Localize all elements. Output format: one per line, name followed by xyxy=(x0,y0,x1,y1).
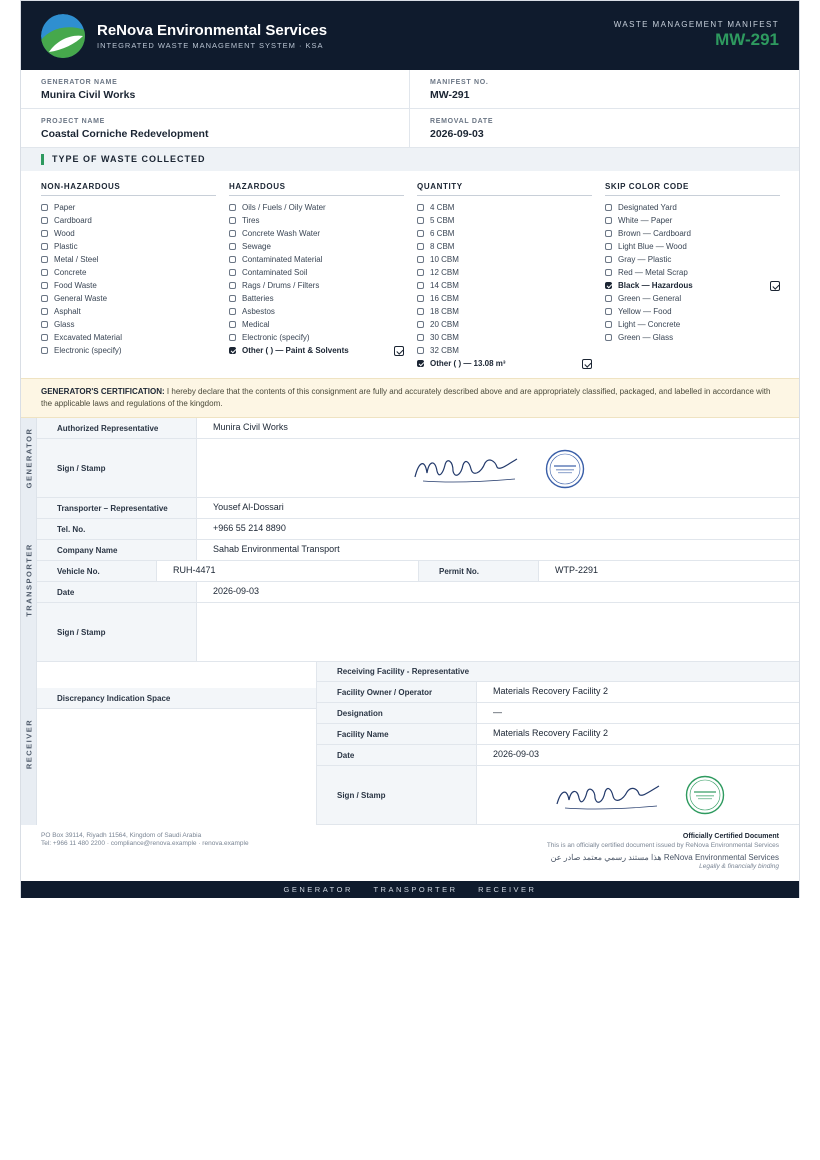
waste-option-label: Green — Glass xyxy=(618,333,674,342)
checkbox-icon[interactable] xyxy=(41,321,48,328)
checkbox-icon[interactable] xyxy=(417,256,424,263)
waste-option[interactable] xyxy=(229,279,404,292)
transporter-sign-area xyxy=(197,603,799,661)
waste-option[interactable] xyxy=(41,240,216,253)
waste-option[interactable] xyxy=(229,240,404,253)
waste-type-section-header xyxy=(21,148,799,171)
column-non-hazardous xyxy=(41,182,216,357)
checkbox-icon[interactable] xyxy=(41,308,48,315)
checkbox-icon[interactable] xyxy=(229,334,236,341)
column-heading: SKIP COLOR CODE xyxy=(605,182,780,196)
transporter-tel-row xyxy=(37,519,799,540)
generator-sign-label: Sign / Stamp xyxy=(37,439,197,497)
waste-option-label: Green — General xyxy=(618,294,682,303)
waste-option-label: Designated Yard xyxy=(618,203,677,212)
waste-option[interactable] xyxy=(417,214,592,227)
waste-option-label: Other ( ) — Paint & Solvents xyxy=(242,346,349,355)
transporter-sign-row xyxy=(37,603,799,662)
waste-option[interactable] xyxy=(41,331,216,344)
checkbox-icon[interactable] xyxy=(417,347,424,354)
designation-value: — xyxy=(493,707,502,717)
waste-option-label: Sewage xyxy=(242,242,271,251)
receiver-side-label: RECEIVER xyxy=(21,662,37,825)
transporter-company-label: Company Name xyxy=(37,540,197,560)
checkbox-icon[interactable] xyxy=(41,256,48,263)
waste-option[interactable] xyxy=(605,318,780,331)
header-bar xyxy=(21,1,799,70)
checkbox-icon[interactable] xyxy=(41,204,48,211)
company-name: ReNova Environmental Services xyxy=(97,22,328,39)
facility-name-label: Facility Name xyxy=(317,724,477,744)
checkbox-checked-icon[interactable] xyxy=(417,360,424,367)
receiving-rep-label: Receiving Facility - Representative xyxy=(317,662,799,681)
transporter-rep-label: Transporter – Representative xyxy=(37,498,197,518)
band-generator: GENERATOR xyxy=(283,885,353,894)
checkbox-icon[interactable] xyxy=(417,269,424,276)
generator-sign-row xyxy=(37,439,799,498)
waste-option-label: Medical xyxy=(242,320,270,329)
checkbox-icon[interactable] xyxy=(41,282,48,289)
band-receiver: RECEIVER xyxy=(478,885,537,894)
waste-option[interactable] xyxy=(605,292,780,305)
checkbox-icon[interactable] xyxy=(605,243,612,250)
waste-option-label: Plastic xyxy=(54,242,78,251)
facility-owner-value: Materials Recovery Facility 2 xyxy=(493,686,609,696)
checkbox-icon[interactable] xyxy=(417,243,424,250)
column-heading: NON-HAZARDOUS xyxy=(41,182,216,196)
waste-option[interactable] xyxy=(605,214,780,227)
waste-option[interactable] xyxy=(229,266,404,279)
column-skip-color xyxy=(605,182,780,344)
transporter-vehicle-row xyxy=(37,561,799,582)
waste-option-label: Cardboard xyxy=(54,216,92,225)
waste-option-label: 4 CBM xyxy=(430,203,455,212)
transporter-rep-row xyxy=(37,498,799,519)
vehicle-no-label: Vehicle No. xyxy=(37,561,157,581)
waste-option[interactable] xyxy=(417,266,592,279)
waste-option[interactable] xyxy=(41,253,216,266)
facility-owner-row xyxy=(317,682,799,703)
waste-option-label: Batteries xyxy=(242,294,274,303)
waste-option[interactable] xyxy=(605,227,780,240)
waste-option-label: Rags / Drums / Filters xyxy=(242,281,320,290)
waste-option[interactable] xyxy=(605,253,780,266)
waste-option-label: Black — Hazardous xyxy=(618,281,693,290)
waste-option-label: Light Blue — Wood xyxy=(618,242,687,251)
waste-option[interactable] xyxy=(417,357,592,370)
checkbox-icon[interactable] xyxy=(417,321,424,328)
checkbox-icon[interactable] xyxy=(417,230,424,237)
footer-cert-binding: Legally & financially binding xyxy=(699,863,779,870)
waste-option-label: Contaminated Material xyxy=(242,255,323,264)
company-tagline: INTEGRATED WASTE MANAGEMENT SYSTEM · KSA xyxy=(97,41,324,50)
waste-option[interactable] xyxy=(41,305,216,318)
waste-option-label: 20 CBM xyxy=(430,320,459,329)
waste-option[interactable] xyxy=(229,253,404,266)
waste-option-label: Other ( ) — 13.08 m³ xyxy=(430,359,506,368)
footer-cert-sub: This is an officially certified document issued by ReNova Environmental Services xyxy=(546,841,779,849)
transporter-date-label: Date xyxy=(37,582,197,602)
waste-option-label: Asphalt xyxy=(54,307,81,316)
waste-option[interactable] xyxy=(229,201,404,214)
checkbox-icon[interactable] xyxy=(41,347,48,354)
column-heading: HAZARDOUS xyxy=(229,182,404,196)
waste-option-label: 32 CBM xyxy=(430,346,459,355)
footer-address-line-2: Tel: +966 11 480 2200 · compliance@renova.example · renova.example xyxy=(41,840,249,847)
designation-row xyxy=(317,703,799,724)
checkbox-icon[interactable] xyxy=(41,334,48,341)
checkbox-icon[interactable] xyxy=(41,269,48,276)
transporter-side-label: TRANSPORTER xyxy=(21,498,37,662)
transporter-tel-value: +966 55 214 8890 xyxy=(213,523,286,533)
designation-label: Designation xyxy=(317,703,477,723)
checkbox-icon[interactable] xyxy=(417,217,424,224)
receiver-sign-label: Sign / Stamp xyxy=(317,766,477,824)
checkbox-icon[interactable] xyxy=(605,321,612,328)
checkbox-icon[interactable] xyxy=(229,308,236,315)
selected-check-icon xyxy=(770,281,780,291)
waste-option-label: Wood xyxy=(54,229,75,238)
waste-option-label: Light — Concrete xyxy=(618,320,681,329)
facility-name-row xyxy=(317,724,799,745)
waste-option[interactable] xyxy=(41,344,216,357)
footer-address-line-1: PO Box 39114, Riyadh 11564, Kingdom of Saudi Arabia xyxy=(41,832,202,839)
checkbox-icon[interactable] xyxy=(229,269,236,276)
checkbox-icon[interactable] xyxy=(229,204,236,211)
checkbox-icon[interactable] xyxy=(41,243,48,250)
certification-text: I hereby declare that the contents of this consignment are fully and accurately described above and are appropriately classified, packaged, and labelled in accordance with the applicable laws and regulations of the kingdom. xyxy=(41,387,771,408)
waste-option[interactable] xyxy=(605,279,780,292)
footer-cert-title: Officially Certified Document xyxy=(682,833,779,840)
checkbox-icon[interactable] xyxy=(41,295,48,302)
receiving-rep-row xyxy=(317,662,799,682)
transporter-company-value: Sahab Environmental Transport xyxy=(213,544,340,554)
transporter-company-row xyxy=(37,540,799,561)
waste-option[interactable] xyxy=(417,227,592,240)
waste-option[interactable] xyxy=(229,227,404,240)
checkbox-icon[interactable] xyxy=(605,334,612,341)
waste-option-label: Red — Metal Scrap xyxy=(618,268,688,277)
waste-option[interactable] xyxy=(417,201,592,214)
waste-option-label: Tires xyxy=(242,216,260,225)
checkbox-icon[interactable] xyxy=(417,334,424,341)
waste-option[interactable] xyxy=(229,318,404,331)
footer-cert-arabic: هذا مستند رسمي معتمد صادر عن ReNova Environmental Services xyxy=(550,853,779,862)
waste-option-label: Brown — Cardboard xyxy=(618,229,691,238)
info-row-2 xyxy=(21,109,799,148)
checkbox-icon[interactable] xyxy=(41,230,48,237)
receiver-date-value: 2026-09-03 xyxy=(493,749,540,759)
waste-option-label: Concrete Wash Water xyxy=(242,229,321,238)
receiver-sign-area xyxy=(477,766,799,824)
generator-rep-value: Munira Civil Works xyxy=(213,422,288,432)
waste-option[interactable] xyxy=(229,331,404,344)
waste-option[interactable] xyxy=(605,240,780,253)
permit-no-label: Permit No. xyxy=(419,561,539,581)
waste-option-label: Food Waste xyxy=(54,281,97,290)
waste-option-label: 18 CBM xyxy=(430,307,459,316)
facility-name-value: Materials Recovery Facility 2 xyxy=(493,728,609,738)
waste-option-label: Oils / Fuels / Oily Water xyxy=(242,203,326,212)
section-accent-bar xyxy=(41,154,44,165)
waste-option-label: Contaminated Soil xyxy=(242,268,308,277)
waste-option[interactable] xyxy=(229,292,404,305)
waste-option[interactable] xyxy=(229,305,404,318)
checkbox-icon[interactable] xyxy=(417,204,424,211)
waste-option[interactable] xyxy=(417,305,592,318)
band-transporter: TRANSPORTER xyxy=(373,885,458,894)
waste-option-label: Asbestos xyxy=(242,307,275,316)
checkbox-icon[interactable] xyxy=(605,295,612,302)
transporter-date-row xyxy=(37,582,799,603)
checkbox-checked-icon[interactable] xyxy=(229,347,236,354)
waste-option-label: 30 CBM xyxy=(430,333,459,342)
receiver-sign-row xyxy=(317,766,799,825)
column-heading: QUANTITY xyxy=(417,182,592,196)
waste-option-label: Electronic (specify) xyxy=(54,346,122,355)
waste-option[interactable] xyxy=(41,292,216,305)
checkbox-icon[interactable] xyxy=(605,230,612,237)
checkbox-checked-icon[interactable] xyxy=(605,282,612,289)
footer-address xyxy=(41,832,249,848)
generator-name-label: GENERATOR NAME xyxy=(41,79,118,86)
column-hazardous xyxy=(229,182,404,357)
manifest-no-value: MW-291 xyxy=(430,89,470,101)
generator-name-value: Munira Civil Works xyxy=(41,89,136,101)
manifest-document xyxy=(20,0,800,898)
vehicle-no-value: RUH-4471 xyxy=(157,561,419,581)
waste-option-label: 8 CBM xyxy=(430,242,455,251)
column-quantity xyxy=(417,182,592,370)
generator-side-label: GENERATOR xyxy=(21,418,37,498)
waste-option-label: Electronic (specify) xyxy=(242,333,310,342)
generator-stamp-icon xyxy=(545,449,585,489)
permit-no-value: WTP-2291 xyxy=(555,565,599,575)
transporter-tel-label: Tel. No. xyxy=(37,519,197,539)
waste-option-label: Paper xyxy=(54,203,76,212)
checkbox-icon[interactable] xyxy=(229,321,236,328)
receiver-date-row xyxy=(317,745,799,766)
manifest-type-label: WASTE MANAGEMENT MANIFEST xyxy=(613,20,779,29)
checkbox-icon[interactable] xyxy=(41,217,48,224)
checkbox-icon[interactable] xyxy=(229,295,236,302)
transporter-sign-label: Sign / Stamp xyxy=(37,603,197,661)
footer-band xyxy=(21,881,799,898)
transporter-date-value: 2026-09-03 xyxy=(213,586,260,596)
waste-option-label: Excavated Material xyxy=(54,333,123,342)
discrepancy-area xyxy=(37,662,317,825)
removal-date-value: 2026-09-03 xyxy=(430,128,484,140)
receiver-signature xyxy=(553,780,663,814)
waste-option-label: White — Paper xyxy=(618,216,673,225)
waste-option[interactable] xyxy=(41,279,216,292)
waste-option[interactable] xyxy=(605,331,780,344)
checkbox-icon[interactable] xyxy=(605,217,612,224)
certification-title: GENERATOR'S CERTIFICATION: xyxy=(41,387,165,396)
checkbox-icon[interactable] xyxy=(605,204,612,211)
manifest-no-label: MANIFEST NO. xyxy=(430,79,489,86)
project-name-label: PROJECT NAME xyxy=(41,118,106,125)
waste-option[interactable] xyxy=(417,292,592,305)
waste-option-label: 12 CBM xyxy=(430,268,459,277)
checkbox-icon[interactable] xyxy=(605,256,612,263)
waste-option-label: 6 CBM xyxy=(430,229,455,238)
waste-option-label: General Waste xyxy=(54,294,108,303)
transporter-rep-value: Yousef Al-Dossari xyxy=(213,502,284,512)
waste-option[interactable] xyxy=(605,201,780,214)
waste-option-label: 5 CBM xyxy=(430,216,455,225)
checkbox-icon[interactable] xyxy=(229,282,236,289)
footer-certification xyxy=(547,833,779,872)
waste-option-label: Glass xyxy=(54,320,75,329)
receiver-stamp-icon xyxy=(685,775,725,815)
waste-option[interactable] xyxy=(417,318,592,331)
manifest-number-header: MW-291 xyxy=(715,30,779,49)
waste-option-label: Gray — Plastic xyxy=(618,255,672,264)
waste-option-label: 10 CBM xyxy=(430,255,459,264)
selected-check-icon xyxy=(582,359,592,369)
waste-option[interactable] xyxy=(605,266,780,279)
waste-option-label: Metal / Steel xyxy=(54,255,99,264)
checkbox-icon[interactable] xyxy=(417,308,424,315)
generator-signature xyxy=(411,451,523,487)
waste-option[interactable] xyxy=(229,344,404,357)
generator-rep-row xyxy=(37,418,799,439)
discrepancy-label: Discrepancy Indication Space xyxy=(37,688,316,709)
waste-option[interactable] xyxy=(41,318,216,331)
waste-option[interactable] xyxy=(229,214,404,227)
generator-rep-label: Authorized Representative xyxy=(37,418,197,438)
waste-option[interactable] xyxy=(41,201,216,214)
checkbox-icon[interactable] xyxy=(229,243,236,250)
waste-option-label: Yellow — Food xyxy=(618,307,672,316)
info-row-1 xyxy=(21,70,799,109)
generator-certification xyxy=(21,378,799,418)
waste-option[interactable] xyxy=(417,253,592,266)
waste-option[interactable] xyxy=(41,227,216,240)
waste-option[interactable] xyxy=(417,240,592,253)
waste-option[interactable] xyxy=(417,344,592,357)
waste-option-label: Concrete xyxy=(54,268,87,277)
checkbox-icon[interactable] xyxy=(417,282,424,289)
checkbox-icon[interactable] xyxy=(605,308,612,315)
waste-option[interactable] xyxy=(41,266,216,279)
waste-option-label: 14 CBM xyxy=(430,281,459,290)
receiver-date-label: Date xyxy=(317,745,477,765)
facility-owner-label: Facility Owner / Operator xyxy=(317,682,477,702)
project-name-value: Coastal Corniche Redevelopment xyxy=(41,128,209,140)
waste-option[interactable] xyxy=(605,305,780,318)
company-logo-icon xyxy=(41,14,85,58)
waste-option[interactable] xyxy=(417,279,592,292)
checkbox-icon[interactable] xyxy=(229,217,236,224)
checkbox-icon[interactable] xyxy=(229,256,236,263)
checkbox-icon[interactable] xyxy=(417,295,424,302)
section-title: TYPE OF WASTE COLLECTED xyxy=(52,154,206,164)
checkbox-icon[interactable] xyxy=(605,269,612,276)
checkbox-icon[interactable] xyxy=(229,230,236,237)
waste-option-label: 16 CBM xyxy=(430,294,459,303)
waste-option[interactable] xyxy=(417,331,592,344)
waste-option[interactable] xyxy=(41,214,216,227)
generator-sign-area xyxy=(197,439,799,497)
removal-date-label: REMOVAL DATE xyxy=(430,118,494,125)
selected-check-icon xyxy=(394,346,404,356)
